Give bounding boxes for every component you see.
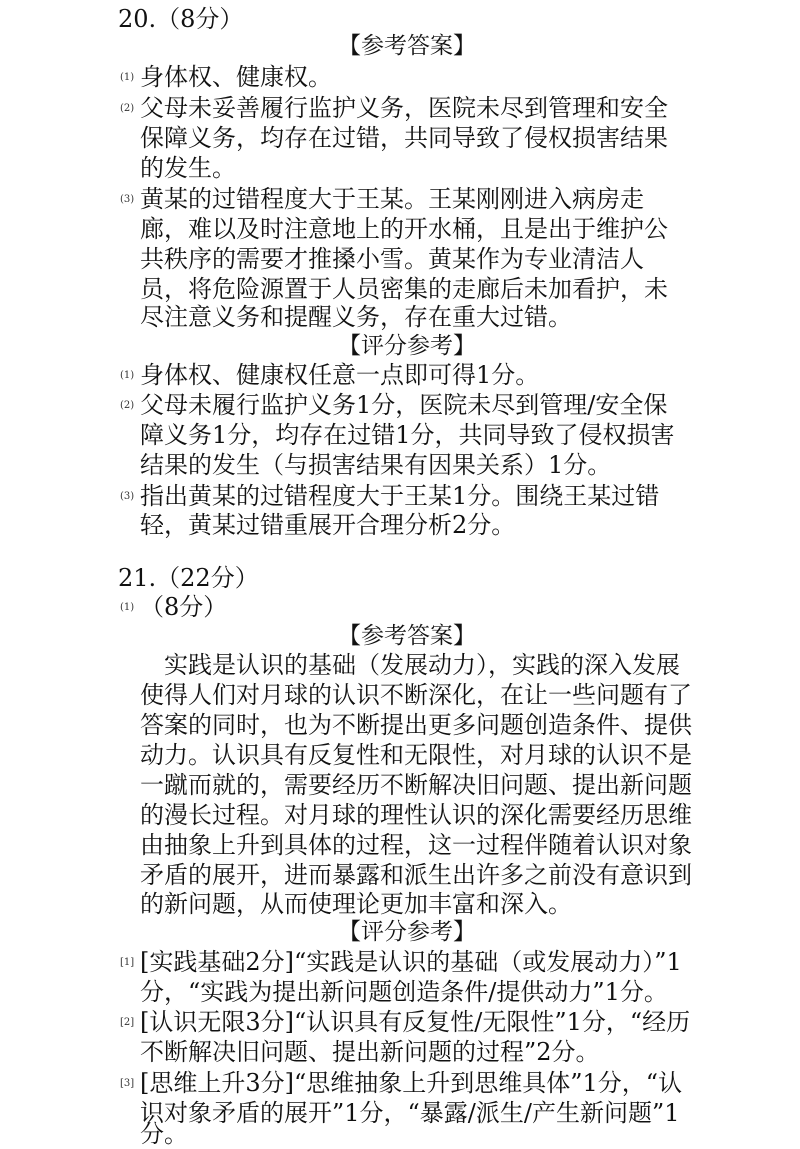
q21-scoring1-line1: [实践基础2分]“实践是认识的基础（或发展动力）”1 <box>140 948 682 976</box>
q20-scoring3-line1: 指出黄某的过错程度大于王某1分。围绕王某过错 <box>140 482 660 510</box>
q20-scoring1-marker: (1) <box>120 370 135 381</box>
q20-item3-line3: 共秩序的需要才推搡小雪。黄某作为专业清洁人 <box>140 245 644 273</box>
q20-item2-line2: 保障义务，均存在过错，共同导致了侵权损害结果 <box>140 124 668 152</box>
q21-paragraph-line4: 动力。认识具有反复性和无限性，对月球的认识不是 <box>140 741 692 769</box>
q21-part1-label: （8分） <box>140 593 228 621</box>
q20-scoring-heading: 【评分参考】 <box>338 333 476 359</box>
q20-item3-line1: 黄某的过错程度大于王某。王某刚刚进入病房走 <box>140 185 644 213</box>
q20-title: 20.（8分） <box>118 5 244 33</box>
q20-item3-line5: 尽注意义务和提醒义务，存在重大过错。 <box>140 303 572 331</box>
q20-answer-heading: 【参考答案】 <box>338 33 476 59</box>
q20-scoring3-line2: 轻，黄某过错重展开合理分析2分。 <box>140 511 516 539</box>
q21-paragraph-line1: 实践是认识的基础（发展动力），实践的深入发展 <box>164 651 680 679</box>
q21-scoring3-line3: 分。 <box>140 1120 188 1148</box>
q20-item3-marker: (3) <box>120 194 135 205</box>
q21-title: 21.（22分） <box>118 564 259 592</box>
q21-paragraph-line8: 矛盾的展开，进而暴露和派生出许多之前没有意识到 <box>140 861 692 889</box>
q21-paragraph-line2: 使得人们对月球的认识不断深化，在让一些问题有了 <box>140 681 692 709</box>
q20-item2-marker: (2) <box>120 103 135 114</box>
q20-scoring1-line1: 身体权、健康权任意一点即可得1分。 <box>140 361 540 389</box>
q21-scoring3-marker: [3] <box>120 1078 135 1089</box>
q21-scoring-heading: 【评分参考】 <box>338 919 476 945</box>
q20-scoring2-marker: (2) <box>120 400 135 411</box>
q20-item1-marker: (1) <box>120 72 135 83</box>
q21-scoring3-line2: 识对象矛盾的展开”1分，“暴露/派生/产生新问题”1 <box>140 1099 680 1127</box>
q21-paragraph-line3: 答案的同时，也为不断提出更多问题创造条件、提供 <box>140 711 692 739</box>
q20-scoring3-marker: (3) <box>120 491 135 502</box>
q20-item1-line1: 身体权、健康权。 <box>140 63 332 91</box>
q20-item2-line3: 的发生。 <box>140 154 236 182</box>
q21-scoring1-line2: 分，“实践为提出新问题创造条件/提供动力”1分。 <box>140 978 668 1006</box>
q20-item2-line1: 父母未妥善履行监护义务，医院未尽到管理和安全 <box>140 94 668 122</box>
q21-scoring2-line1: [认识无限3分]“认识具有反复性/无限性”1分，“经历 <box>140 1008 691 1036</box>
q21-part1-marker: (1) <box>120 602 135 613</box>
q21-answer-heading: 【参考答案】 <box>338 623 476 649</box>
q21-scoring2-marker: [2] <box>120 1017 135 1028</box>
q21-paragraph-line5: 一蹴而就的，需要经历不断解决旧问题、提出新问题 <box>140 771 692 799</box>
q21-scoring3-line1: [思维上升3分]“思维抽象上升到思维具体”1分，“认 <box>140 1069 683 1097</box>
q21-paragraph-line7: 由抽象上升到具体的过程，这一过程伴随着认识对象 <box>140 831 692 859</box>
q21-scoring2-line2: 不断解决旧问题、提出新问题的过程”2分。 <box>140 1038 600 1066</box>
q20-item3-line4: 员，将危险源置于人员密集的走廊后未加看护，未 <box>140 275 668 303</box>
q21-paragraph-line9: 的新问题，从而使理论更加丰富和深入。 <box>140 890 572 918</box>
q20-scoring2-line1: 父母未履行监护义务1分，医院未尽到管理/安全保 <box>140 391 668 419</box>
q21-paragraph-line6: 的漫长过程。对月球的理性认识的深化需要经历思维 <box>140 801 692 829</box>
q20-scoring2-line3: 结果的发生（与损害结果有因果关系）1分。 <box>140 451 612 479</box>
q20-item3-line2: 廊，难以及时注意地上的开水桶，且是出于维护公 <box>140 215 668 243</box>
q20-scoring2-line2: 障义务1分，均存在过错1分，共同导致了侵权损害 <box>140 421 675 449</box>
q21-scoring1-marker: [1] <box>120 957 135 968</box>
